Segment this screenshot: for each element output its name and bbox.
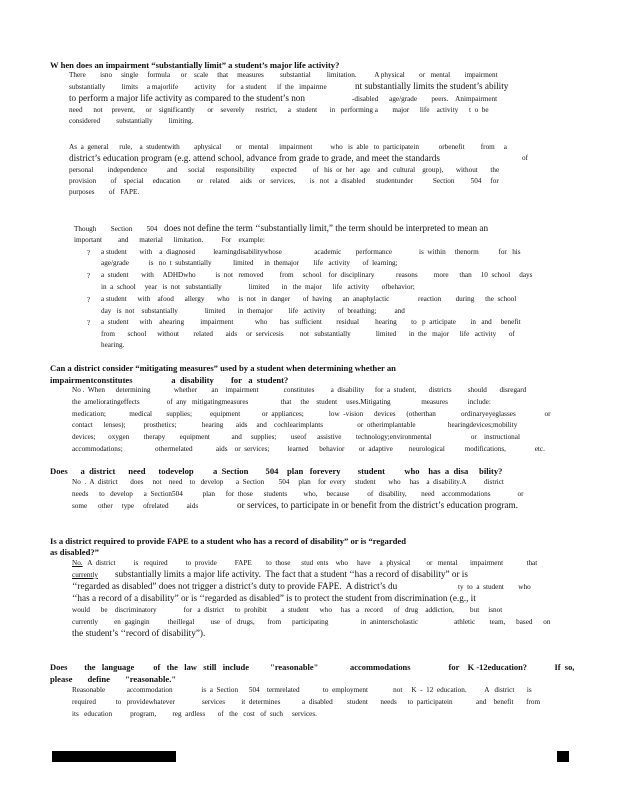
paragraph-line: the amelioratingeffects of any mitigatingmeasures that the student uses.Mitigating measures include:: [72, 398, 491, 406]
paragraph-line: substantially limits a major life activity. The fact that a student ‘‘has a record of disability” or is: [115, 569, 468, 579]
paragraph-line: its education program, reg ardless of the cost of such services.: [72, 710, 317, 718]
paragraph-line: provision of special education or related aids or services, is not a disabled studentunder Section 504 for: [69, 177, 499, 185]
paragraph-line: -disabled age/grade peers. Animpairment: [352, 95, 498, 103]
paragraph-line: considered substantially limiting.: [69, 117, 194, 125]
paragraph-line: accommodations; othermelated aids or services; learned behavior or adaptive neurological modifications, etc.: [72, 445, 545, 453]
section-heading: W hen does an impairment “substantially limit” a student’s major life activity?: [50, 60, 340, 70]
section-heading: Does a district need todevelop a Section 504 plan forevery student who has a disa bility?: [50, 466, 503, 476]
bullet-marker: ?: [87, 249, 91, 257]
list-item: a student with afood allergy who is not in danger of having an anaphylactic reaction during the school: [101, 295, 517, 303]
list-item: age/grade is no t substantially limited in themajor life activity of learning;: [101, 259, 398, 267]
paragraph-line: ty to a student who: [458, 583, 531, 591]
paragraph-line: No . A district does not need to develop a Section 504 plan for every student who has a disability.A district: [72, 478, 504, 486]
paragraph-line: does not define the term ‘‘substantially limit,” the term should be interpreted to mean an: [164, 223, 489, 233]
paragraph-line: the student’s ‘‘record of disability”).: [72, 628, 206, 638]
list-item: in a school year is not substantially limited in the major life activity ofbehavior;: [101, 283, 415, 291]
paragraph-line: ‘‘regarded as disabled” does not trigger a district’s duty to provide FAPE. A district’s du: [72, 581, 398, 591]
bullet-marker: ?: [87, 296, 91, 304]
paragraph-line: currently en gagingin theillegal use of drugs, from participating in aninterscholastic athletic team, based on: [72, 618, 551, 626]
bullet-marker: ?: [87, 272, 91, 280]
list-item: from school without related aids or servicesis not substantially limited in the major life activity of: [101, 330, 515, 338]
paragraph-line: ‘‘has a record of a disability” or is ‘‘regarded as disabled” is to protect the student from discrimination (e.g., it: [72, 593, 476, 603]
paragraph-line: contact lenses); prosthetics; hearing aids and cochlearimplants or otherimplantable hearingdevices;mobility: [72, 421, 518, 429]
paragraph-line: There isno single formula or scale that measures substantial limitation. A physical or mental impairment: [69, 71, 498, 79]
paragraph-line: important and material limitation. For example:: [74, 236, 265, 244]
paragraph-line: would be discriminatory for a district to prohibit a student who has a record of drug addiction, but isnot: [72, 606, 503, 614]
paragraph-line: Though Section 504: [74, 225, 158, 233]
paragraph-line: district’s education program (e.g. attend school, advance from grade to grade, and meet the standards: [69, 153, 440, 163]
paragraph-line: or services, to participate in or benefit from the district’s education program.: [237, 500, 518, 510]
paragraph-line: need not prevent, or significantly or severely restrict, a student in performing a major life activity t o be: [69, 106, 489, 114]
paragraph-line: devices; oxygen therapy equipment and supplies; useof assistive technology;environmental or instructional: [72, 433, 520, 441]
paragraph-line: some other type ofrelated aids: [72, 502, 199, 510]
section-heading: Is a district required to provide FAPE to a student who has a record of disability” or is “regarded: [50, 536, 407, 546]
footer-bar-right: [557, 751, 569, 762]
list-item: a student with ahearing impairment who has sufficient residual hearing to p articipate in and benefit: [101, 318, 521, 326]
paragraph-line: substantially limits a majorlife activity for a student if the impairme: [69, 83, 327, 91]
section-heading: please define "reasonable.": [50, 674, 177, 684]
list-item: hearing.: [101, 341, 125, 349]
paragraph-line: needs to develop a Section504 plan for those students who, because of disability, need accommodations or: [72, 490, 524, 498]
paragraph-line: As a general rule, a studentwith aphysical or mental impairment who is able to participatein orbenefit from a: [69, 143, 507, 151]
list-item: day is not substantially limited in themajor life activity of breathing; and: [101, 307, 405, 315]
paragraph-line: personal independence and social responsibility expected of his or her age and cultural group), without the: [69, 166, 500, 174]
bullet-marker: ?: [87, 319, 91, 327]
paragraph-line: nt substantially limits the student’s ability: [355, 81, 509, 91]
paragraph-line: Reasonable accommodation is a Section 504 termrelated to employment not K - 12 education. A district is: [72, 686, 532, 694]
paragraph-line: to perform a major life activity as compared to the student’s non: [69, 93, 305, 103]
paragraph-line: No.: [72, 559, 83, 567]
paragraph-line: purposes of FAPE.: [69, 188, 140, 196]
section-heading: impairmentconstitutes a disability for a student?: [50, 375, 289, 385]
paragraph-line: medication; medical supplies; equipment or appliances; low -vision devices (otherthan ordinaryeyeglasses or: [72, 410, 551, 418]
list-item: a student with ADHDwho is not removed from school for disciplinary reasons more than 10 school days: [101, 271, 533, 279]
section-heading: Can a district consider “mitigating measures” used by a student when determining whether an: [50, 363, 396, 373]
section-heading: as disabled?”: [50, 547, 99, 557]
paragraph-line: No . When determining whether an impairment constitutes a disability for a student, districts should disregard: [72, 386, 527, 394]
section-heading: Does the language of the law still include "reasonable" accommodations for K -12education? If so,: [50, 662, 575, 672]
paragraph-line: currently: [72, 571, 98, 579]
paragraph-line: of: [522, 154, 528, 162]
list-item: a student with a diagnosed learningdisabilitywhose academic performance is within thenorm for his: [101, 248, 521, 256]
paragraph-line: required to providewhatever services it determines a disabled student needs to participatein and benefit from: [72, 698, 541, 706]
paragraph-line: A district is required to provide FAPE to those stud ents who have a physical or mental impairment that: [84, 559, 538, 567]
footer-bar-left: [52, 751, 176, 762]
